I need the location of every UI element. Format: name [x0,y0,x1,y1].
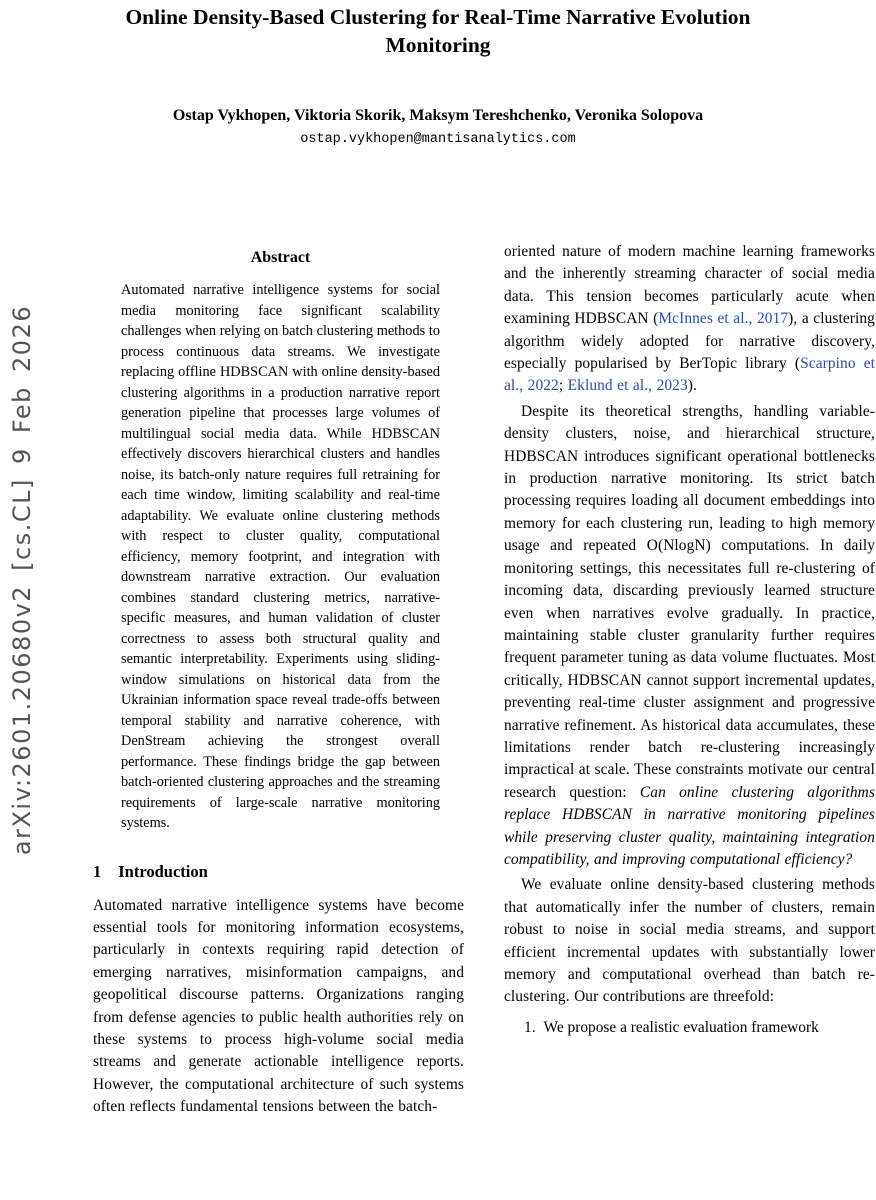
citation-eklund-2023[interactable]: Eklund et al., 2023 [567,377,688,395]
two-column-body [93,241,876,1119]
introduction-paragraph-1: Automated narrative intelligence systems have become essential tools for monitoring information ecosystems, particularly in contexts requiring rapid detection of emerging narratives, misinformation campaigns, and geopolitical discourse patterns. Organizations ranging from defense agencies to public health authorities rely on these systems to process high-volume social media streams and generate actionable intelligence reports. However, the computational architecture of such systems often reflects fundamental tensions between the batch- [93,896,464,1116]
left-column [93,241,464,1119]
citation-scarpino-2022[interactable]: Scarpino et al., 2022 [504,355,876,395]
paragraph-text-segment: ), a clustering algorithm widely adopted for narrative discovery, especially popularised by BerTopic library ( [504,310,875,373]
paper-title: Online Density-Based Clustering for Real-Time Narrative Evolution Monitoring [125,5,751,57]
introduction-paragraph-2 [504,401,875,872]
research-question-italic: Can online clustering algorithms replace HDBSCAN in narrative monitoring pipelines while preserving cluster quality, maintaining integration compatibility, and improving computational efficiency? [504,783,875,868]
list-item-text: We propose a realistic evaluation framework [543,1018,819,1036]
introduction-paragraph-1-continued [504,241,875,398]
citation-mcinnes-2017[interactable]: McInnes et al., 2017 [658,310,789,328]
paragraph-text-segment: Despite its theoretical strengths, handling variable-density clusters, noise, and hierarchical structure, HDBSCAN introduces significant operational bottlenecks in production narrative monitoring. Its strict batch processing requires loading all document embeddings into memory for each clustering run, leading to high memory usage and repeated O(NlogN) computations. In daily monitoring settings, this necessitates full re-clustering of incoming data, discarding previously learned structure even when narratives evolve gradually. In practice, maintaining stable cluster granularity further requires frequent parameter tuning as data volume fluctuates. Most critically, HDBSCAN cannot support incremental updates, preventing real-time cluster assignment and progressive narrative refinement. As historical data accumulates, these limitations render batch re-clustering increasingly impractical at scale. These constraints motivate our central research question: [504,402,875,801]
paragraph-text-segment: oriented nature of modern machine learning frameworks and the inherently streaming character of social media data. This tension becomes particularly acute when examining HDBSCAN ( [504,243,875,328]
contribution-list-item-1 [504,1017,875,1039]
section-1-title: Introduction [118,861,208,881]
paragraph-text-segment: ). [687,377,697,395]
paragraph-text-segment: ; [558,377,568,395]
abstract-heading: Abstract [250,249,311,266]
abstract-block [121,249,440,834]
abstract-text: Automated narrative intelligence systems for social media monitoring face significant scalability challenges when relying on batch clustering methods to process continuous data streams. We investigate replacing offline HDBSCAN with online density-based clustering algorithms in a production narrative report generation pipeline that processes large volumes of multilingual social media data. While HDBSCAN effectively discovers hierarchical clusters and handles noise, its batch-only nature requires full retraining for each time window, limiting scalability and real-time adaptability. We evaluate online clustering methods with respect to cluster quality, computational efficiency, memory footprint, and integration with downstream narrative extraction. Our evaluation combines standard clustering metrics, narrative-specific measures, and human validation of cluster correctness to assess both structural quality and semantic interpretability. Experiments using sliding-window simulations on historical data from the Ukrainian information space reveal trade-offs between temporal stability and narrative coherence, with DenStream achieving the strongest overall performance. These findings bridge the gap between batch-oriented clustering approaches and the streaming requirements of large-scale narrative monitoring systems. [121,282,440,831]
paper-email: ostap.vykhopen@mantisanalytics.com [300,132,576,147]
list-item-number: 1. [524,1018,536,1036]
right-column [504,241,875,1119]
section-1-heading [93,862,464,882]
arxiv-watermark: arXiv:2601.20680v2 [cs.CL] 9 Feb 2026 [8,304,36,856]
section-1-number: 1 [93,861,102,881]
paper-authors: Ostap Vykhopen, Viktoria Skorik, Maksym Tereshchenko, Veronika Solopova [172,107,704,124]
introduction-paragraph-3: We evaluate online density-based clustering methods that automatically infer the number of clusters, remain robust to noise in social media streams, and support efficient incremental updates with substantially lower memory and computational overhead than batch re-clustering. Our contributions are threefold: [504,876,875,1006]
